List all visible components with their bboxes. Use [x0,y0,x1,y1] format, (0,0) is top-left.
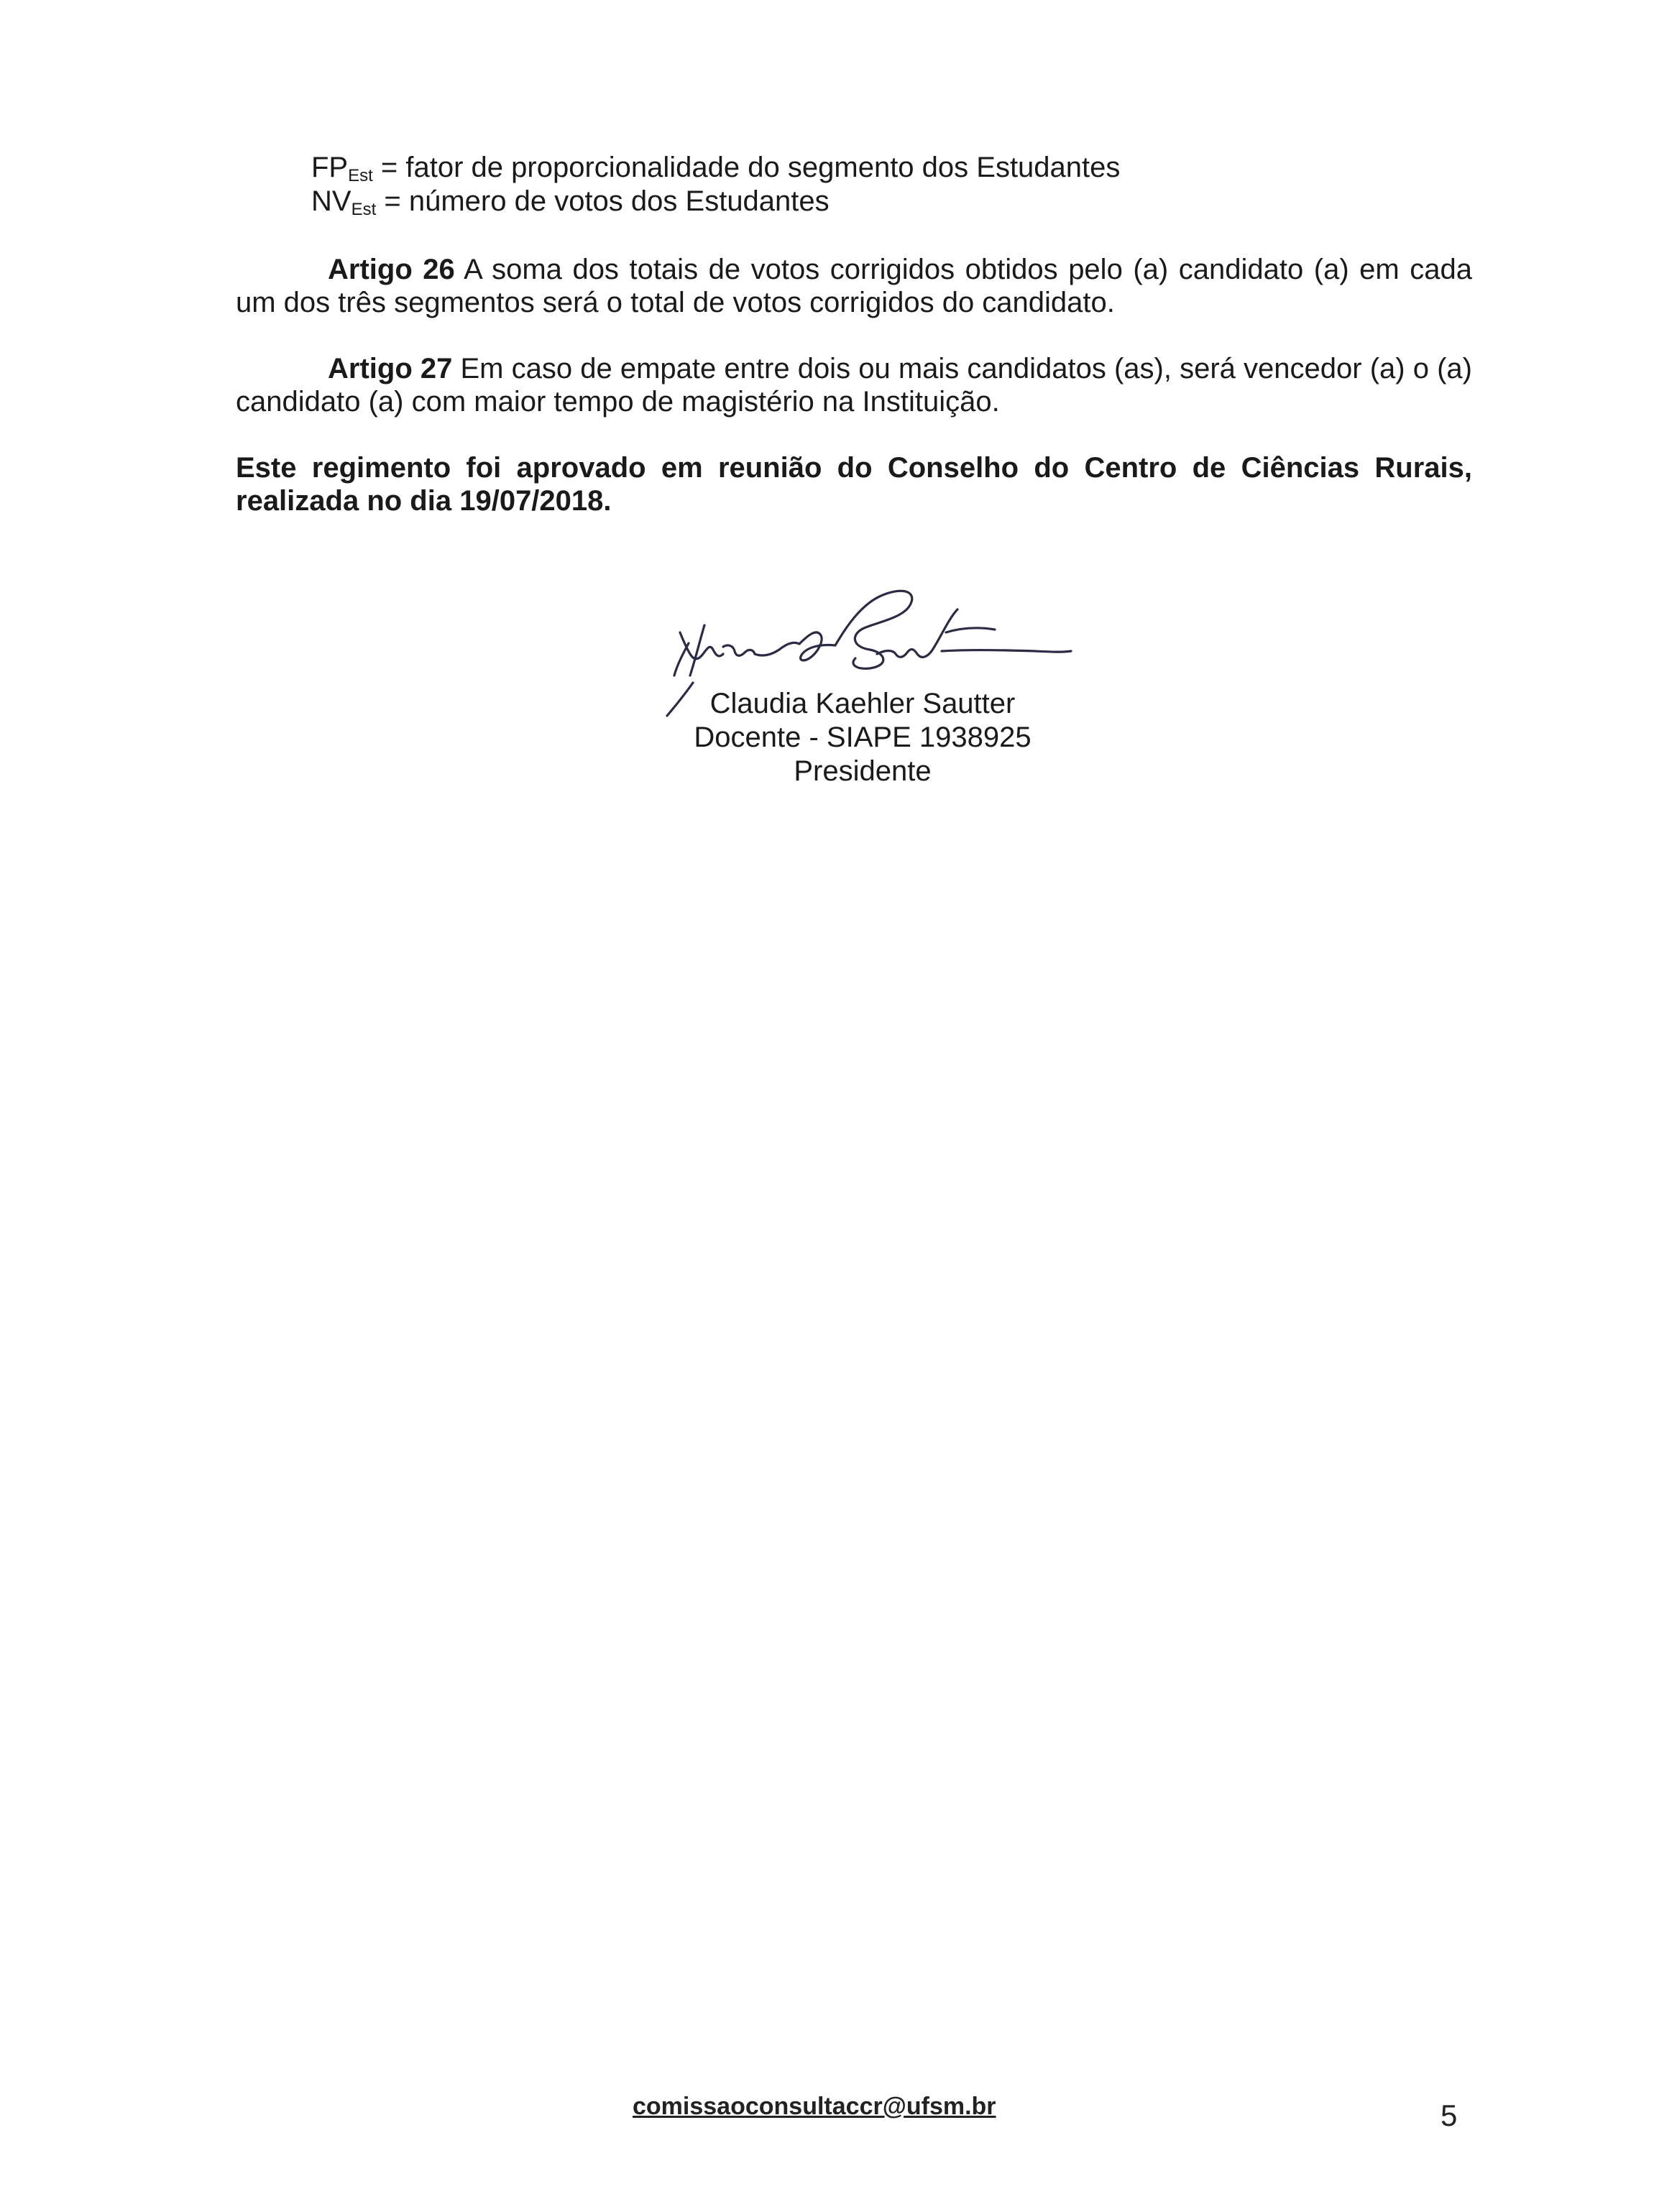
article-26 [236,253,1472,319]
article-label: Artigo 26 [328,254,455,285]
definition-fp-est [311,151,1120,184]
approval-statement: Este regimento foi aprovado em reunião do Conselho do Centro de Ciências Rurais, realizada no dia 19/07/2018. [236,452,1472,517]
definition-text: = fator de proporcionalidade do segmento dos Estudantes [372,152,1121,183]
signatory-name: Claudia Kaehler Sautter [709,688,1016,719]
definition-subscript: Est [348,166,373,185]
article-label: Artigo 27 [328,353,453,384]
signatory-role: Docente - SIAPE 1938925 [694,722,1032,753]
definition-nv-est [311,185,830,218]
signatory-title: Presidente [794,755,932,787]
article-text: A soma dos totais de votos corrigidos obtidos pelo (a) candidato (a) em cada um dos três segmentos será o total de votos corrigidos do candidato. [236,254,1473,318]
definition-symbol: NV [311,185,352,217]
definition-subscript: Est [351,200,377,219]
definition-symbol: FP [311,152,349,183]
definition-text: = número de votos dos Estudantes [376,185,830,217]
article-text: Em caso de empate entre dois ou mais candidatos (as), será vencedor (a) o (a) candidato (a) com maior tempo de magistério na Instituição. [236,353,1472,418]
footer-email-link[interactable]: comissaoconsultaccr@ufsm.br [633,2093,996,2120]
page-number: 5 [1441,2098,1458,2132]
article-27 [236,352,1472,418]
